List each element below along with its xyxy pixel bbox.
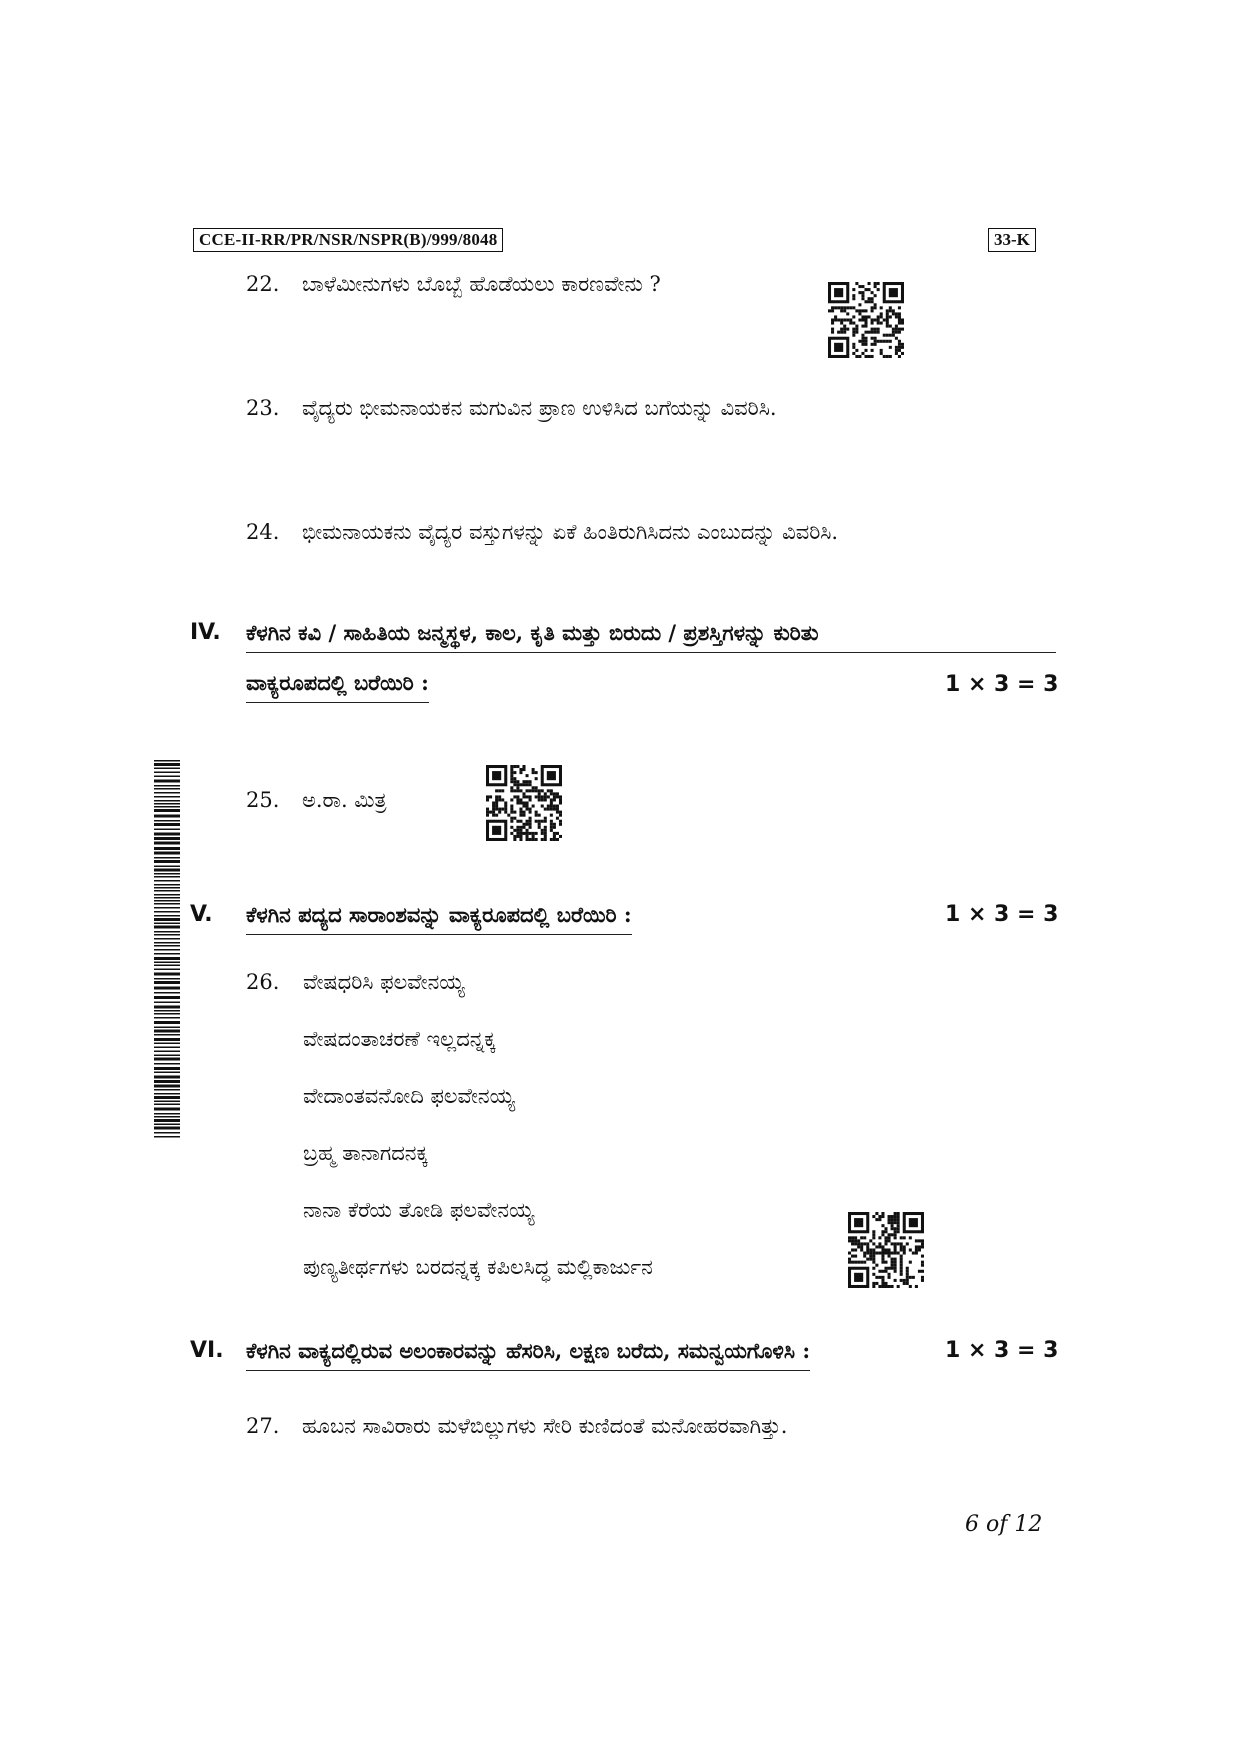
question-text: ಅ.ರಾ. ಮಿತ್ರ	[302, 788, 387, 812]
question-27	[246, 1414, 787, 1439]
question-text: ಬಾಳೆಮೀನುಗಳು ಬೊಬ್ಬೆ ಹೊಡೆಯಲು ಕಾರಣವೇನು ?	[302, 272, 661, 296]
question-number: 25.	[246, 788, 280, 812]
question-text: ಭೀಮನಾಯಕನು ವೈದ್ಯರ ವಸ್ತುಗಳನ್ನು ಏಕೆ ಹಿಂತಿರುಗಿಸಿದನು ಎಂಬುದನ್ನು ವಿವರಿಸಿ.	[302, 520, 839, 544]
section-iv-marks: 1 × 3 = 3	[945, 672, 1059, 697]
section-v-instruction: ಕೆಳಗಿನ ಪದ್ಯದ ಸಾರಾಂಶವನ್ನು ವಾಕ್ಯರೂಪದಲ್ಲಿ ಬರೆಯಿರಿ :	[246, 902, 632, 935]
question-number: 22.	[246, 272, 280, 296]
paper-code: CCE-II-RR/PR/NSR/NSPR(B)/999/8048	[193, 228, 503, 252]
page-number	[965, 1512, 1042, 1537]
section-vi-instruction: ಕೆಳಗಿನ ವಾಕ್ಯದಲ್ಲಿರುವ ಅಲಂಕಾರವನ್ನು ಹೆಸರಿಸಿ, ಲಕ್ಷಣ ಬರೆದು, ಸಮನ್ವಯಗೊಳಿಸಿ :	[246, 1338, 810, 1371]
poem-line: ಪುಣ್ಯತೀರ್ಥಗಳು ಬರದನ್ನಕ್ಕ ಕಪಿಲಸಿದ್ಧ ಮಲ್ಲಿಕಾರ್ಜುನ	[303, 1255, 653, 1279]
paper-id: 33-K	[988, 228, 1036, 252]
question-text: ವೈದ್ಯರು ಭೀಮನಾಯಕನ ಮಗುವಿನ ಪ್ರಾಣ ಉಳಿಸಿದ ಬಗೆಯನ್ನು ವಿವರಿಸಿ.	[302, 396, 777, 420]
poem-line: ವೇದಾಂತವನೋದಿ ಫಲವೇನಯ್ಯ	[303, 1084, 515, 1108]
page-total: 12	[1014, 1512, 1043, 1537]
poem-line: ವೇಷದಂತಾಚರಣೆ ಇಲ್ಲದನ್ನಕ್ಕ	[303, 1027, 496, 1051]
poem-line: ವೇಷಧರಿಸಿ ಫಲವೇನಯ್ಯ	[303, 970, 465, 994]
question-number: 27.	[246, 1414, 280, 1438]
question-26-number: 26.	[246, 970, 280, 994]
section-v-marks: 1 × 3 = 3	[945, 902, 1059, 927]
question-text: ಹೂಬನ ಸಾವಿರಾರು ಮಳೆಬಿಲ್ಲುಗಳು ಸೇರಿ ಕುಣಿದಂತೆ ಮನೋಹರವಾಗಿತ್ತು.	[302, 1414, 788, 1438]
qr-code-icon	[486, 765, 562, 841]
question-25	[246, 788, 386, 813]
page-of: of	[986, 1512, 1008, 1537]
section-v-number: V.	[190, 902, 213, 927]
question-number: 24.	[246, 520, 280, 544]
page-current: 6	[965, 1512, 979, 1537]
section-vi-marks: 1 × 3 = 3	[945, 1338, 1059, 1363]
question-23	[246, 396, 777, 421]
question-24	[246, 520, 838, 545]
question-number: 23.	[246, 396, 280, 420]
qr-code-icon	[848, 1212, 924, 1288]
poem-line: ಬ್ರಹ್ಮ ತಾನಾಗದನಕ್ಕ	[303, 1141, 428, 1165]
qr-code-icon	[828, 282, 904, 358]
section-vi-number: VI.	[190, 1338, 224, 1363]
question-22	[246, 272, 661, 297]
barcode-icon	[154, 760, 180, 1140]
section-iv-number: IV.	[190, 620, 221, 645]
section-iv-instruction-line2: ವಾಕ್ಯರೂಪದಲ್ಲಿ ಬರೆಯಿರಿ :	[246, 670, 429, 703]
poem-line: ನಾನಾ ಕೆರೆಯ ತೋಡಿ ಫಲವೇನಯ್ಯ	[303, 1198, 535, 1222]
section-iv-instruction-line1: ಕೆಳಗಿನ ಕವಿ / ಸಾಹಿತಿಯ ಜನ್ಮಸ್ಥಳ, ಕಾಲ, ಕೃತಿ ಮತ್ತು ಬಿರುದು / ಪ್ರಶಸ್ತಿಗಳನ್ನು ಕುರಿತು	[246, 620, 1056, 653]
